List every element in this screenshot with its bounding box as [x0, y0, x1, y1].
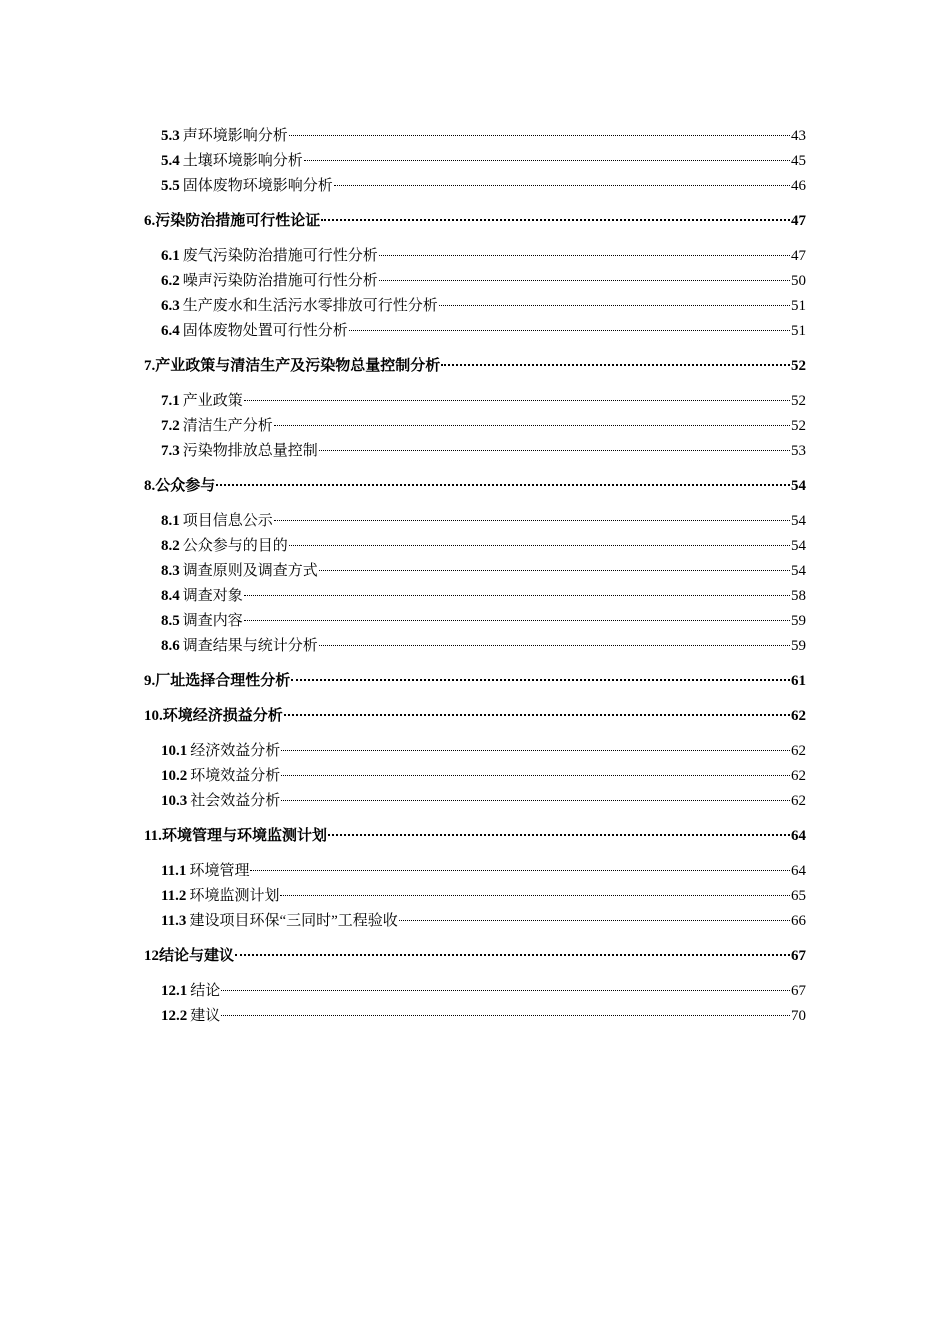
toc-page-number: 52 [791, 418, 806, 434]
toc-entry-title: 声环境影响分析 [182, 128, 288, 144]
toc-entry-title: 产业政策与清洁生产及污染物总量控制分析 [155, 358, 441, 374]
toc-section-entry[interactable] [144, 269, 806, 294]
toc-page-number: 52 [791, 393, 806, 409]
dot-leader [399, 920, 790, 921]
toc-entry-title: 社会效益分析 [190, 793, 281, 809]
toc-entry-number: 10.1 [161, 743, 188, 759]
toc-entry-title: 建设项目环保“三同时”工程验收 [189, 913, 398, 929]
toc-chapter-entry[interactable] [144, 354, 806, 379]
toc-section-entry[interactable] [144, 764, 806, 789]
dot-leader [441, 364, 790, 366]
dot-leader [379, 280, 790, 281]
toc-entry-number: 11.3 [161, 913, 187, 929]
toc-entry-title: 项目信息公示 [182, 513, 273, 529]
toc-entry-title: 固体废物处置可行性分析 [182, 323, 348, 339]
toc-entry-number: 6.2 [161, 273, 180, 289]
toc-entry-number: 7. [144, 358, 156, 374]
toc-section-entry[interactable] [144, 414, 806, 439]
toc-entry-title: 清洁生产分析 [182, 418, 273, 434]
toc-entry-number: 12.1 [161, 983, 188, 999]
table-of-contents [144, 124, 806, 1029]
toc-entry-number: 8.3 [161, 563, 180, 579]
dot-leader [439, 305, 790, 306]
toc-section-entry[interactable] [144, 884, 806, 909]
dot-leader [274, 520, 790, 521]
toc-entry-title: 公众参与的目的 [182, 538, 288, 554]
toc-entry-title: 环境监测计划 [189, 888, 280, 904]
toc-entry-title: 厂址选择合理性分析 [155, 673, 291, 689]
toc-entry-title: 调查内容 [182, 613, 243, 629]
dot-leader [349, 330, 790, 331]
toc-section-entry[interactable] [144, 909, 806, 934]
toc-page-number: 47 [791, 248, 806, 264]
dot-leader [289, 135, 790, 136]
toc-page-number: 67 [791, 948, 806, 964]
dot-leader [216, 484, 790, 486]
toc-entry-number: 6.4 [161, 323, 180, 339]
dot-leader [280, 895, 790, 896]
toc-entry-number: 8.6 [161, 638, 180, 654]
toc-section-entry[interactable] [144, 634, 806, 659]
toc-page-number: 46 [791, 178, 806, 194]
dot-leader [321, 219, 790, 221]
toc-page-number: 51 [791, 298, 806, 314]
toc-chapter-entry[interactable] [144, 669, 806, 694]
toc-page-number: 64 [791, 828, 806, 844]
toc-section-entry[interactable] [144, 584, 806, 609]
toc-chapter-entry[interactable] [144, 824, 806, 849]
toc-page-number: 53 [791, 443, 806, 459]
toc-entry-title: 污染防治措施可行性论证 [155, 213, 321, 229]
toc-entry-title: 产业政策 [182, 393, 243, 409]
toc-section-entry[interactable] [144, 294, 806, 319]
toc-section-entry[interactable] [144, 559, 806, 584]
toc-section-entry[interactable] [144, 739, 806, 764]
toc-entry-number: 12 [144, 948, 159, 964]
toc-entry-number: 11.2 [161, 888, 187, 904]
toc-page-number: 54 [791, 538, 806, 554]
toc-entry-number: 8. [144, 478, 156, 494]
dot-leader [281, 775, 790, 776]
toc-entry-title: 调查原则及调查方式 [182, 563, 318, 579]
toc-page-number: 70 [791, 1008, 806, 1024]
dot-leader [244, 400, 790, 401]
toc-page-number: 59 [791, 613, 806, 629]
toc-page-number: 54 [791, 563, 806, 579]
toc-section-entry[interactable] [144, 1004, 806, 1029]
toc-section-entry[interactable] [144, 319, 806, 344]
toc-page-number: 62 [791, 793, 806, 809]
dot-leader [319, 450, 790, 451]
toc-entry-title: 环境管理与环境监测计划 [161, 828, 327, 844]
toc-entry-number: 5.3 [161, 128, 180, 144]
toc-entry-number: 7.2 [161, 418, 180, 434]
toc-entry-title: 噪声污染防治措施可行性分析 [182, 273, 378, 289]
toc-section-entry[interactable] [144, 149, 806, 174]
dot-leader [274, 425, 790, 426]
toc-section-entry[interactable] [144, 124, 806, 149]
dot-leader [221, 990, 790, 991]
dot-leader [281, 750, 790, 751]
toc-page-number: 61 [791, 673, 806, 689]
toc-page-number: 52 [791, 358, 806, 374]
toc-entry-title: 生产废水和生活污水零排放可行性分析 [182, 298, 438, 314]
toc-page-number: 64 [791, 863, 806, 879]
toc-page-number: 50 [791, 273, 806, 289]
toc-entry-number: 8.2 [161, 538, 180, 554]
dot-leader [304, 160, 790, 161]
toc-section-entry[interactable] [144, 859, 806, 884]
toc-page-number: 65 [791, 888, 806, 904]
dot-leader [379, 255, 790, 256]
toc-page-number: 59 [791, 638, 806, 654]
toc-section-entry[interactable] [144, 789, 806, 814]
toc-entry-number: 8.1 [161, 513, 180, 529]
toc-section-entry[interactable] [144, 979, 806, 1004]
dot-leader [281, 800, 790, 801]
toc-section-entry[interactable] [144, 389, 806, 414]
toc-entry-title: 环境经济损益分析 [162, 708, 283, 724]
toc-chapter-entry[interactable] [144, 944, 806, 969]
toc-entry-title: 公众参与 [155, 478, 216, 494]
dot-leader [328, 834, 790, 836]
toc-entry-number: 11. [144, 828, 162, 844]
dot-leader [284, 714, 790, 716]
toc-page-number: 45 [791, 153, 806, 169]
toc-entry-number: 9. [144, 673, 156, 689]
toc-entry-number: 11.1 [161, 863, 187, 879]
dot-leader [250, 870, 790, 871]
toc-entry-number: 6.3 [161, 298, 180, 314]
toc-page-number: 51 [791, 323, 806, 339]
toc-section-entry[interactable] [144, 509, 806, 534]
toc-chapter-entry[interactable] [144, 209, 806, 234]
dot-leader [289, 545, 790, 546]
toc-page-number: 47 [791, 213, 806, 229]
toc-page-number: 66 [791, 913, 806, 929]
toc-section-entry[interactable] [144, 609, 806, 634]
toc-section-entry[interactable] [144, 174, 806, 199]
toc-page-number: 62 [791, 708, 806, 724]
toc-page-number: 54 [791, 513, 806, 529]
toc-entry-number: 7.3 [161, 443, 180, 459]
toc-entry-number: 10. [144, 708, 163, 724]
toc-entry-number: 10.2 [161, 768, 188, 784]
dot-leader [319, 570, 790, 571]
toc-entry-number: 10.3 [161, 793, 188, 809]
toc-chapter-entry[interactable] [144, 474, 806, 499]
dot-leader [319, 645, 790, 646]
toc-page-number: 62 [791, 743, 806, 759]
toc-entry-number: 12.2 [161, 1008, 188, 1024]
toc-entry-title: 固体废物环境影响分析 [182, 178, 333, 194]
toc-section-entry[interactable] [144, 244, 806, 269]
toc-entry-number: 6.1 [161, 248, 180, 264]
toc-entry-number: 5.5 [161, 178, 180, 194]
toc-section-entry[interactable] [144, 534, 806, 559]
toc-entry-title: 调查对象 [182, 588, 243, 604]
dot-leader [235, 954, 790, 956]
toc-entry-number: 6. [144, 213, 156, 229]
toc-section-entry[interactable] [144, 439, 806, 464]
toc-page-number: 54 [791, 478, 806, 494]
toc-page-number: 67 [791, 983, 806, 999]
toc-entry-title: 经济效益分析 [190, 743, 281, 759]
toc-entry-title: 污染物排放总量控制 [182, 443, 318, 459]
dot-leader [291, 679, 790, 681]
toc-chapter-entry[interactable] [144, 704, 806, 729]
toc-entry-title: 结论与建议 [159, 948, 235, 964]
toc-entry-number: 7.1 [161, 393, 180, 409]
toc-page-number: 43 [791, 128, 806, 144]
toc-page-number: 62 [791, 768, 806, 784]
toc-entry-title: 建议 [190, 1008, 221, 1024]
toc-entry-title: 调查结果与统计分析 [182, 638, 318, 654]
toc-page-number: 58 [791, 588, 806, 604]
toc-entry-number: 5.4 [161, 153, 180, 169]
dot-leader [221, 1015, 790, 1016]
toc-entry-number: 8.4 [161, 588, 180, 604]
dot-leader [244, 595, 790, 596]
dot-leader [334, 185, 790, 186]
toc-entry-number: 8.5 [161, 613, 180, 629]
toc-entry-title: 环境管理 [189, 863, 250, 879]
toc-entry-title: 土壤环境影响分析 [182, 153, 303, 169]
toc-entry-title: 环境效益分析 [190, 768, 281, 784]
dot-leader [244, 620, 790, 621]
toc-entry-title: 废气污染防治措施可行性分析 [182, 248, 378, 264]
toc-entry-title: 结论 [190, 983, 221, 999]
